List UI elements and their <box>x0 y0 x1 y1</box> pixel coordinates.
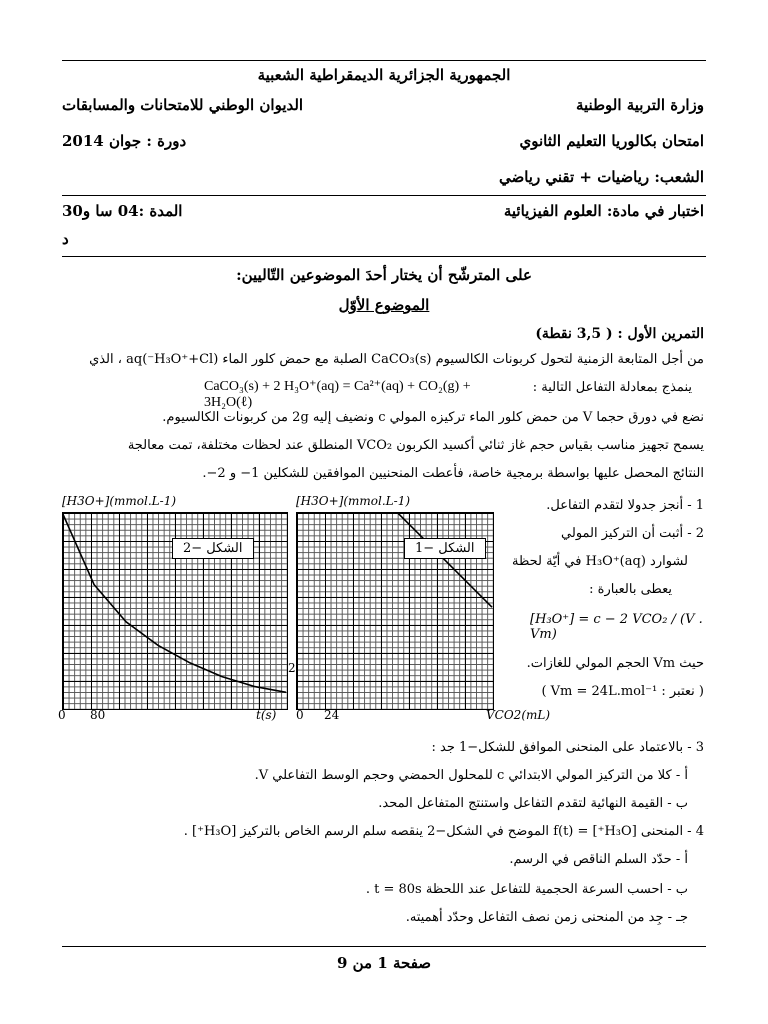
para-4: يسمح تجهيز مناسب بقياس حجم غاز ثنائي أكسيد الكربون VCO₂ المنطلق عند لحظات مختلفة، تمت معالجة <box>127 438 704 453</box>
fig1-label: الشكل −1 <box>404 538 486 559</box>
question-4: 4 - المنحنى [H₃O⁺] = f(t) الموضح في الشكل−2 ينقصه سلم الرسم الخاص بالتركيز [H₃O⁺] . <box>183 824 704 839</box>
subject: اختبار في مادة: العلوم الفيزيائية <box>503 202 704 220</box>
rule-3 <box>62 256 706 257</box>
duration-unit: د <box>62 230 69 248</box>
question-2d: حيث Vm الحجم المولي للغازات. <box>526 656 704 671</box>
question-4c: جـ - جِد من المنحنى زمن نصف التفاعل وحدّد أهميته. <box>405 910 688 925</box>
ministry: وزارة التربية الوطنية <box>575 96 704 114</box>
fig2-label: الشكل −2 <box>172 538 254 559</box>
question-4b: ب - احسب السرعة الحجمية للتفاعل عند اللحظة t = 80s . <box>365 882 688 897</box>
instruction: على المترشّح أن يختار أحدَ الموضوعين التّاليين: <box>236 266 532 284</box>
question-3b: ب - القيمة النهائية لتقدم التفاعل واستنتج المتفاعل المحد. <box>378 796 688 811</box>
fig2-ylabel: [H3O+](mmol.L-1) <box>62 494 177 508</box>
question-2a: 2 - أثبت أن التركيز المولي <box>561 526 704 541</box>
para-3: نضع في دورق حجما V من حمض كلور الماء تركيزه المولي c ونضيف إليه 2g من كربونات الكالسيوم. <box>162 410 704 425</box>
fig1-x-tick-24: 24 <box>324 708 340 722</box>
fig2-xlabel: t(s) <box>256 708 277 722</box>
duration: المدة :04 سا و30 <box>62 202 183 220</box>
exam-session: دورة : جوان 2014 <box>62 132 187 150</box>
exam-name: امتحان بكالوريا التعليم الثانوي <box>519 132 704 150</box>
topic-title: الموضوع الأوّل <box>338 296 430 314</box>
fig1-y-tick-2: 2 <box>288 661 296 675</box>
question-3: 3 - بالاعتماد على المنحنى الموافق للشكل−1 جد : <box>431 740 704 755</box>
page-number: صفحة 1 من 9 <box>336 954 432 972</box>
streams: الشعب: رياضيات + تقني رياضي <box>498 168 704 186</box>
fig2-x-tick-80: 80 <box>90 708 106 722</box>
para-1: من أجل المتابعة الزمنية لتحول كربونات الكالسيوم CaCO₃(s) الصلبة مع حمض كلور الماء (H₃O⁺+Cl⁻)aq ، الذي <box>89 352 704 367</box>
fig1-curve <box>296 512 492 607</box>
question-4a: أ - حدّد السلم الناقص في الرسم. <box>509 852 688 867</box>
para-5: النتائج المحصل عليها بواسطة برمجية خاصة، فأعطت المنحنيين الموافقين للشكلين 1− و 2−. <box>202 466 704 481</box>
republic-title: الجمهورية الجزائرية الديمقراطية الشعبية <box>257 66 511 84</box>
footer-rule <box>62 946 706 947</box>
top-rule <box>62 60 706 61</box>
exam-office: الديوان الوطني للامتحانات والمسابقات <box>62 96 304 114</box>
question-2c: يعطى بالعبارة : <box>589 582 672 597</box>
reaction-equation: CaCO₃(s) + 2 H₃O⁺(aq) = Ca²⁺(aq) + CO₂(g) + 3H₂O(ℓ) <box>204 379 471 410</box>
exercise-title: التمرين الأول : ( 3,5 نقطة) <box>535 326 704 342</box>
para-2: ينمذج بمعادلة التفاعل التالية : <box>532 380 692 395</box>
fig1-xlabel: VCO2(mL) <box>486 708 551 722</box>
question-1: 1 - أنجز جدولا لتقدم التفاعل. <box>546 498 704 513</box>
rule-2 <box>62 195 706 196</box>
fig1-ylabel: [H3O+](mmol.L-1) <box>296 494 411 508</box>
fig2-x-tick-0: 0 <box>58 708 66 722</box>
h3o-formula: [H₃O⁺] = c − 2 VCO₂ / (V . Vm) <box>530 612 703 642</box>
question-2b: لشوارد H₃O⁺(aq) في أيّة لحظة <box>511 554 688 569</box>
fig1-x-tick-0: 0 <box>296 708 304 722</box>
question-2e: ( نعتبر : Vm = 24L.mol⁻¹ ) <box>541 684 704 699</box>
question-3a: أ - كلا من التركيز المولي الابتدائي c للمحلول الحمضي وحجم الوسط التفاعلي V. <box>254 768 688 783</box>
